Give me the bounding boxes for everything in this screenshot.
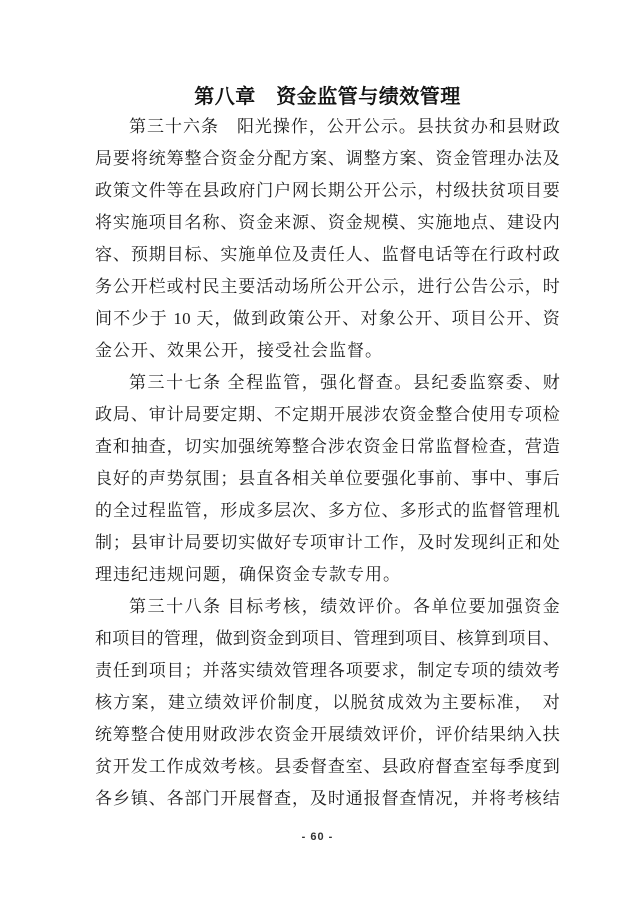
body-line: 制；县审计局要切实做好专项审计工作，及时发现纠正和处 xyxy=(95,533,560,552)
body-line: 政局、审计局要定期、不定期开展涉农资金整合使用专项检 xyxy=(95,405,560,424)
body-line: 金公开、效果公开，接受社会监督。 xyxy=(95,341,383,360)
body-line: 良好的声势氛围；县直各相关单位要强化事前、事中、事后 xyxy=(95,469,560,488)
body-line: 务公开栏或村民主要活动场所公开公示，进行公告公示，时 xyxy=(95,277,560,296)
chapter-title: 第八章 资金监管与绩效管理 xyxy=(194,86,461,108)
body-line: 理违纪违规问题，确保资金专款专用。 xyxy=(95,565,401,584)
body-line: 第三十六条 阳光操作，公开公示。县扶贫办和县财政 xyxy=(129,117,560,136)
body-line: 责任到项目；并落实绩效管理各项要求，制定专项的绩效考 xyxy=(95,661,560,680)
page-number: - 60 - xyxy=(301,831,334,843)
body-line: 统筹整合使用财政涉农资金开展绩效评价，评价结果纳入扶 xyxy=(95,725,560,744)
body-line: 容、预期目标、实施单位及责任人、监督电话等在行政村政 xyxy=(95,245,560,264)
body-line: 和项目的管理，做到资金到项目、管理到项目、核算到项目、 xyxy=(95,629,560,648)
body-line: 第三十七条 全程监管，强化督查。县纪委监察委、财 xyxy=(129,373,560,392)
body-line: 各乡镇、各部门开展督查，及时通报督查情况，并将考核结 xyxy=(95,789,560,808)
body-line: 第三十八条 目标考核，绩效评价。各单位要加强资金 xyxy=(129,597,560,616)
body-line: 间不少于 10 天，做到政策公开、对象公开、项目公开、资 xyxy=(95,309,560,328)
document-body xyxy=(95,111,560,815)
body-line: 核方案，建立绩效评价制度，以脱贫成效为主要标准， 对 xyxy=(95,693,560,712)
body-line: 局要将统筹整合资金分配方案、调整方案、资金管理办法及 xyxy=(95,149,560,168)
body-line: 政策文件等在县政府门户网长期公开公示，村级扶贫项目要 xyxy=(95,181,560,200)
body-line: 的全过程监管，形成多层次、多方位、多形式的监督管理机 xyxy=(95,501,560,520)
body-line: 查和抽查，切实加强统筹整合涉农资金日常监督检查，营造 xyxy=(95,437,560,456)
body-line: 将实施项目名称、资金来源、资金规模、实施地点、建设内 xyxy=(95,213,560,232)
body-line: 贫开发工作成效考核。县委督查室、县政府督查室每季度到 xyxy=(95,757,560,776)
